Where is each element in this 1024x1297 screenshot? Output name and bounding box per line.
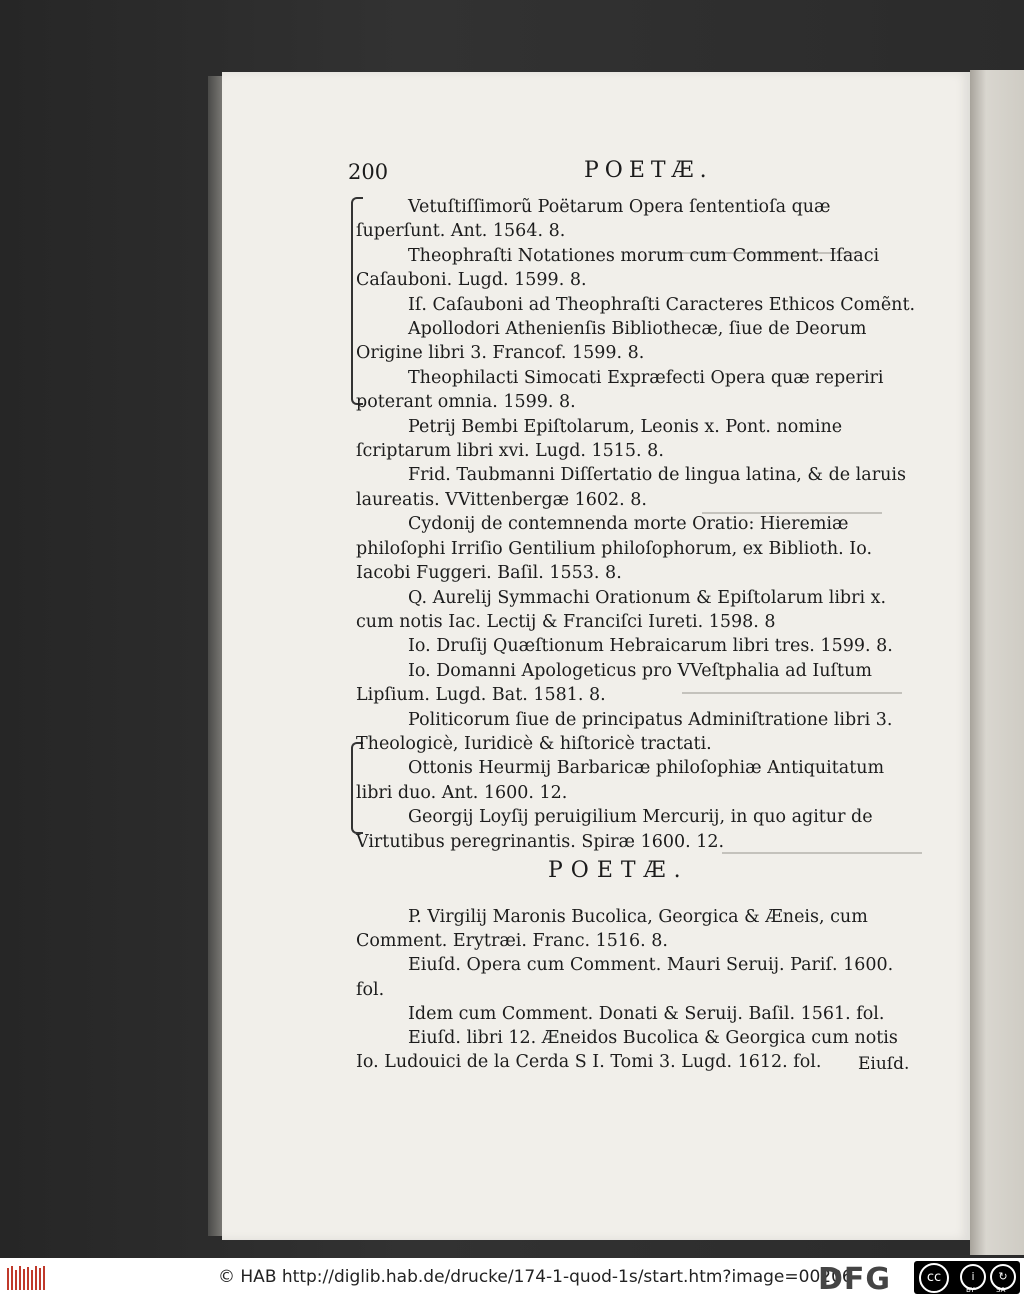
list-item: Theophilacti Simocati Expræfecti Opera quæ reperiri poterant omnia. 1599. 8.: [356, 367, 884, 413]
cc-icon: cc: [919, 1263, 949, 1293]
cc-license-badge[interactable]: [914, 1261, 1020, 1294]
poetae-list: [356, 905, 916, 1074]
list-item: P. Virgilij Maronis Bucolica, Georgica & Æneis, cum Comment. Erytræi. Franc. 1516. 8.: [356, 907, 868, 952]
list-item: Eiuſd. Opera cum Comment. Mauri Seruij. Pariſ. 1600. fol.: [356, 955, 894, 1000]
viewer-footer: [0, 1258, 1024, 1297]
list-item: Petrij Bembi Epiſtolarum, Leonis x. Pont. nomine ſcriptarum libri xvi. Lugd. 1515. 8.: [356, 416, 843, 462]
section-heading: POETÆ.: [548, 858, 689, 883]
list-item: Theophraſti Notationes morum cum Comment. Iſaaci Caſauboni. Lugd. 1599. 8.: [356, 245, 880, 291]
list-item: Politicorum ſiue de principatus Adminiſtratione libri 3. Theologicè, Iuridicè & hiſtoricè tractati.: [356, 709, 893, 754]
list-item: Cydonij de contemnenda morte Oratio: Hieremiæ philoſophi Irriſio Gentilium philoſophorum, ex Biblioth. Io. Iacobi Fuggeri. Baſil. 1553. 8.: [356, 514, 873, 584]
bibliography-list: [356, 195, 916, 854]
hab-logo-icon: [6, 1264, 48, 1292]
list-item: Georgij Loyſij peruigilium Mercurij, in quo agitur de Virtutibus peregrinantis. Spiræ 1600. 12.: [356, 807, 873, 852]
dfg-logo: DFG: [818, 1262, 892, 1297]
list-item: Apollodori Athenienſis Bibliothecæ, ſiue de Deorum Origine libri 3. Francof. 1599. 8.: [356, 319, 867, 364]
list-item: Iſ. Caſauboni ad Theophraſti Caracteres Ethicos Comẽnt.: [408, 294, 916, 315]
list-item: Io. Domanni Apologeticus pro VVeſtphalia ad Iuſtum Lipſium. Lugd. Bat. 1581. 8.: [356, 660, 872, 706]
person-icon: i: [960, 1264, 986, 1290]
page-number: 200: [348, 160, 389, 184]
list-item: Io. Druſij Quæſtionum Hebraicarum libri tres. 1599. 8.: [408, 636, 893, 657]
page-header: [348, 158, 918, 194]
list-item: Frid. Taubmanni Diſſertatio de lingua latina, & de laruis laureatis. VVittenbergæ 1602. 8.: [356, 465, 906, 510]
running-head: POETÆ.: [584, 158, 713, 183]
list-item: Q. Aurelij Symmachi Orationum & Epiſtolarum libri x. cum notis Iac. Lectij & Franciſci Iureti. 1598. 8: [356, 587, 887, 632]
share-alike-icon: ↻: [990, 1264, 1016, 1290]
cc-by-label: BY: [966, 1286, 975, 1294]
next-page-edge: [970, 70, 1024, 1255]
permalink[interactable]: © HAB http://diglib.hab.de/drucke/174-1-quod-1s/start.htm?image=00206: [218, 1267, 853, 1287]
list-item: Ottonis Heurmij Barbaricæ philoſophiæ Antiquitatum libri duo. Ant. 1600. 12.: [356, 758, 885, 803]
catchword: Eiuſd.: [858, 1054, 910, 1074]
list-item: Idem cum Comment. Donati & Seruij. Baſil. 1561. fol.: [408, 1003, 885, 1024]
list-item: Vetuſtiſſimorũ Poëtarum Opera ſententioſa quæ ſuperſunt. Ant. 1564. 8.: [356, 197, 831, 242]
cc-sa-label: SA: [996, 1286, 1006, 1294]
list-item: Eiuſd. libri 12. Æneidos Bucolica & Georgica cum notis Io. Ludouici de la Cerda S I. Tomi 3. Lugd. 1612. fol.: [356, 1028, 898, 1073]
